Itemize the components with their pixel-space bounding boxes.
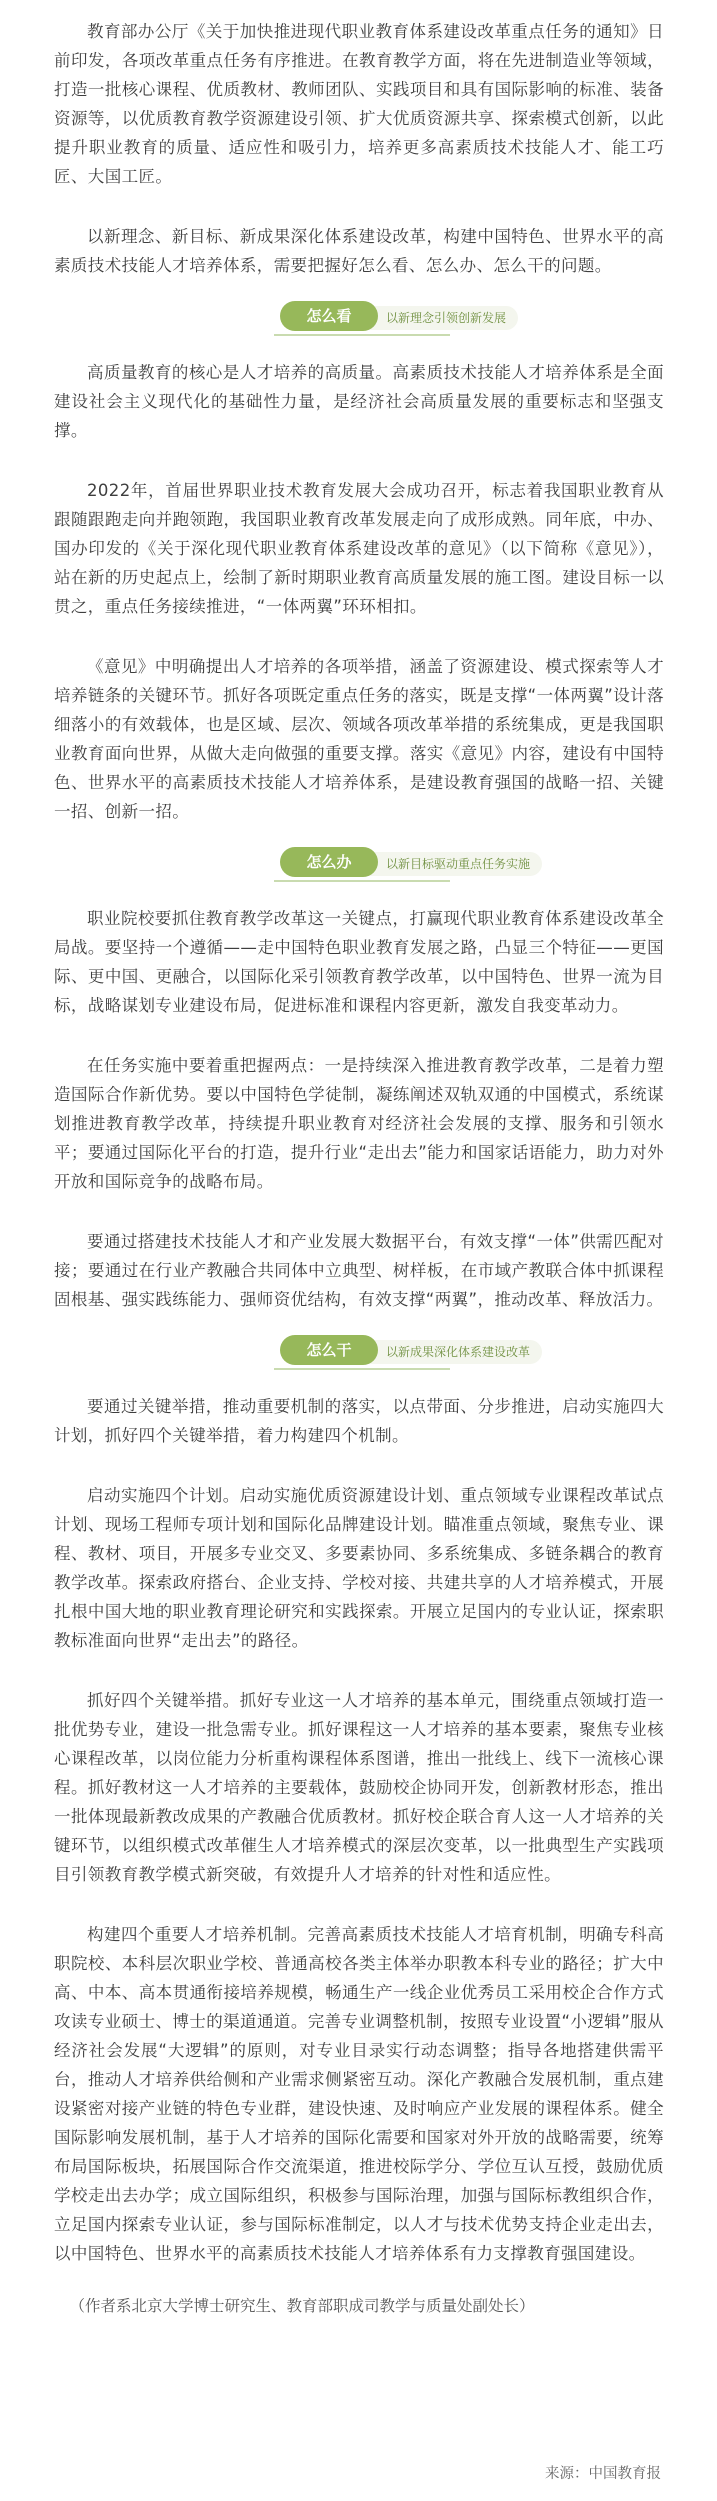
section-paragraph: 职业院校要抓住教育教学改革这一关键点，打赢现代职业教育体系建设改革全局战。要坚持一个遵循——走中国特色职业教育发展之路，凸显三个特征——更国际、更中国、更融合，以国际化采引领教育教学改革，以中国特色、世界一流为目标，战略谋划专业建设布局，促进标准和课程内容更新，激发自我变革动力。 xyxy=(54,909,664,1015)
section-badge: 怎么干 xyxy=(280,1335,378,1365)
section-paragraph: 《意见》中明确提出人才培养的各项举措，涵盖了资源建设、模式探索等人才培养链条的关键环节。抓好各项既定重点任务的落实，既是支撑“一体两翼”设计落细落小的有效载体，也是区域、层次、领域各项改革举措的系统集成，更是我国职业教育面向世界，从做大走向做强的重要支撑。落实《意见》内容，建设有中国特色、世界水平的高素质技术技能人才培养体系，是建设教育强国的战略一招、关键一招、创新一招。 xyxy=(54,657,664,821)
section-paragraph: 要通过关键举措，推动重要机制的落实，以点带面、分步推进，启动实施四大计划，抓好四个关键举措，着力构建四个机制。 xyxy=(54,1397,664,1445)
intro-paragraph: 教育部办公厅《关于加快推进现代职业教育体系建设改革重点任务的通知》日前印发，各项改革重点任务有序推进。在教育教学方面，将在先进制造业等领域，打造一批核心课程、优质教材、教师团队、实践项目和具有国际影响的标准、装备资源等，以优质教育教学资源建设引领、扩大优质资源共享、探索模式创新，以此提升职业教育的质量、适应性和吸引力，培养更多高素质技术技能人才、能工巧匠、大国工匠。 xyxy=(54,22,664,186)
section-banner-what-to-do xyxy=(54,838,664,882)
divider xyxy=(274,1368,450,1370)
section-badge: 怎么看 xyxy=(280,301,378,331)
article-body xyxy=(54,0,664,2320)
author-byline: （作者系北京大学博士研究生、教育部职成司教学与质量处副处长） xyxy=(69,2297,535,2315)
section-paragraph: 抓好四个关键举措。抓好专业这一人才培养的基本单元，围绕重点领域打造一批优势专业，建设一批急需专业。抓好课程这一人才培养的基本要素，聚焦专业核心课程改革，以岗位能力分析重构课程体系图谱，推出一批线上、线下一流核心课程。抓好教材这一人才培养的主要载体，鼓励校企协同开发，创新教材形态，推出一批体现最新教改成果的产教融合优质教材。抓好校企联合育人这一人才培养的关键环节，以组织模式改革催生人才培养模式的深层次变革，以一批典型生产实践项目引领教育教学模式新突破，有效提升人才培养的针对性和适应性。 xyxy=(54,1691,664,1884)
section-tagline: 以新成果深化体系建设改革 xyxy=(368,1340,542,1364)
section-paragraph: 构建四个重要人才培养机制。完善高素质技术技能人才培育机制，明确专科高职院校、本科层次职业学校、普通高校各类主体举办职教本科专业的路径；扩大中高、中本、高本贯通衔接培养规模，畅通生产一线企业优秀员工采用校企合作方式攻读专业硕士、博士的渠道通道。完善专业调整机制，按照专业设置“小逻辑”服从经济社会发展“大逻辑”的原则，对专业目录实行动态调整；指导各地搭建供需平台，推动人才培养供给侧和产业需求侧紧密互动。深化产教融合发展机制，重点建设紧密对接产业链的特色专业群，建设快速、及时响应产业发展的课程体系。健全国际影响发展机制，基于人才培养的国际化需要和国家对外开放的战略需要，统筹布局国际板块，拓展国际合作交流渠道，推进校际学分、学位互认互授，鼓励优质学校走出去办学；成立国际组织，积极参与国际治理，加强与国际标教组织合作，立足国内探索专业认证，参与国际标准制定，以人才与技术优势支持企业走出去，以中国特色、世界水平的高素质技术技能人才培养体系有力支撑教育强国建设。 xyxy=(54,1925,664,2263)
section-paragraph: 在任务实施中要着重把握两点：一是持续深入推进教育教学改革，二是着力塑造国际合作新优势。要以中国特色学徒制，凝练阐述双轨双通的中国模式，系统谋划推进教育教学改革，持续提升职业教育对经济社会发展的支撑、服务和引领水平；要通过国际化平台的打造，提升行业“走出去”能力和国家话语能力，助力对外开放和国际竞争的战略布局。 xyxy=(54,1056,664,1191)
section-banner-how-to-see xyxy=(54,292,664,336)
section-tagline: 以新目标驱动重点任务实施 xyxy=(368,852,542,876)
intro-paragraph: 以新理念、新目标、新成果深化体系建设改革，构建中国特色、世界水平的高素质技术技能人才培养体系，需要把握好怎么看、怎么办、怎么干的问题。 xyxy=(54,227,664,275)
section-paragraph: 高质量教育的核心是人才培养的高质量。高素质技术技能人才培养体系是全面建设社会主义现代化的基础性力量，是经济社会高质量发展的重要标志和坚强支撑。 xyxy=(54,363,664,440)
section-banner-how-to-act xyxy=(54,1326,664,1370)
source-credit: 来源：中国教育报 xyxy=(545,2466,661,2482)
section-paragraph: 2022年，首届世界职业技术教育发展大会成功召开，标志着我国职业教育从跟随跟跑走向并跑领跑，我国职业教育改革发展走向了成形成熟。同年底，中办、国办印发的《关于深化现代职业教育体系建设改革的意见》（以下简称《意见》），站在新的历史起点上，绘制了新时期职业教育高质量发展的施工图。建设目标一以贯之，重点任务接续推进，“一体两翼”环环相扣。 xyxy=(54,481,664,616)
section-paragraph: 要通过搭建技术技能人才和产业发展大数据平台，有效支撑“一体”供需匹配对接；要通过在行业产教融合共同体中立典型、树样板，在市域产教联合体中抓课程固根基、强实践练能力、强师资优结构，有效支撑“两翼”，推动改革、释放活力。 xyxy=(54,1232,664,1309)
section-paragraph: 启动实施四个计划。启动实施优质资源建设计划、重点领域专业课程改革试点计划、现场工程师专项计划和国际化品牌建设计划。瞄准重点领域，聚焦专业、课程、教材、项目，开展多专业交叉、多要素协同、多系统集成、多链条耦合的教育教学改革。探索政府搭台、企业支持、学校对接、共建共享的人才培养模式，开展扎根中国大地的职业教育理论研究和实践探索。开展立足国内的专业认证，探索职教标准面向世界“走出去”的路径。 xyxy=(54,1486,664,1650)
section-badge: 怎么办 xyxy=(280,847,378,877)
divider xyxy=(274,334,450,336)
divider xyxy=(274,880,450,882)
section-tagline: 以新理念引领创新发展 xyxy=(368,306,518,330)
